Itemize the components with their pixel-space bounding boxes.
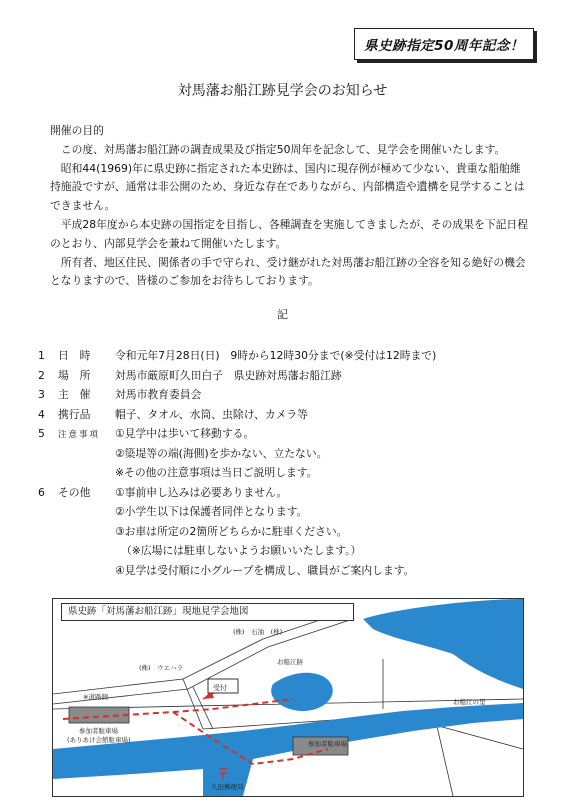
anniversary-badge: 県史跡指定50周年記念！ xyxy=(354,28,534,60)
detail-value: 対馬市教育委員会 xyxy=(115,388,202,402)
detail-label: 場 所 xyxy=(58,368,91,382)
note-text: ④見学は受付順に小グループを構成し、職員がご案内します。 xyxy=(115,563,415,577)
ki-marker: 記 xyxy=(277,308,288,321)
detail-row-datetime xyxy=(38,346,518,366)
detail-label: 主 催 xyxy=(58,388,91,402)
map-label-uehara: (株) ウエハラ xyxy=(139,664,184,672)
detail-value: ①事前申し込みは必要ありません。 xyxy=(115,485,288,499)
page-title: 対馬藩お船江跡見学会のお知らせ xyxy=(177,83,388,99)
purpose-paragraph-4: 所有者、地区住民、関係者の手で守られ、受け継がれた対馬藩お船江跡の全容を知る絶好の機会となりますので、皆様のご参加をお待ちしております。 xyxy=(50,255,526,288)
note-line xyxy=(38,522,518,542)
note-text: ※その他の注意事項は当日ご説明します。 xyxy=(115,466,318,480)
detail-row-other xyxy=(38,483,518,503)
detail-row-place xyxy=(38,366,518,386)
detail-label: 日 時 xyxy=(58,349,91,363)
detail-value: 対馬市厳原町久田白子 県史跡対馬藩お船江跡 xyxy=(115,368,342,382)
details-list xyxy=(38,346,518,580)
note-line xyxy=(38,463,518,483)
detail-value: 令和元年7月28日(日) 9時から12時30分まで(※受付は12時まで) xyxy=(115,349,437,363)
parking-lot-1 xyxy=(69,707,129,723)
bay-shape xyxy=(363,599,523,689)
map-title: 県史跡「対馬藩お船江跡」現地見学会地図 xyxy=(61,603,354,621)
map-label-parking-2: 参加者駐車場 xyxy=(308,740,347,748)
note-text: ②小学生以下は保護者同伴となります。 xyxy=(115,505,308,519)
note-line xyxy=(38,541,518,561)
map-label-oil: (株) 石油 (株) xyxy=(233,628,283,636)
detail-num: 5 xyxy=(38,427,45,441)
purpose-paragraph-3: 平成28年度から本史跡の国指定を目指し、各種調査を実施してきましたが、その成果を下記日程のとおり、内部見学会を兼ねて開催いたします。 xyxy=(50,217,529,250)
note-text: ②簗堤等の端(海側)を歩かない、立たない。 xyxy=(115,446,328,460)
note-text: ③お車は所定の2箇所どちらかに駐車ください。 xyxy=(115,524,348,538)
detail-num: 1 xyxy=(38,349,45,363)
note-line xyxy=(38,561,518,581)
map-label-area: お船江の里 xyxy=(453,698,486,706)
map-label-post: 久田郵便局 xyxy=(211,783,244,791)
detail-row-notes xyxy=(38,424,518,444)
map-label-parking-1-sub: (ありあけ会館駐車場) xyxy=(67,736,131,744)
note-line xyxy=(38,444,518,464)
lagoon-shape xyxy=(271,673,333,711)
map-label-site: お船江跡 xyxy=(277,658,303,666)
map-label-reception: 受付 xyxy=(213,684,227,692)
detail-row-items xyxy=(38,405,518,425)
site-map xyxy=(52,598,524,797)
detail-value: 帽子、タオル、水筒、虫除け、カメラ等 xyxy=(115,407,309,421)
detail-num: 6 xyxy=(38,485,45,499)
detail-label: 携行品 xyxy=(58,407,91,421)
detail-num: 2 xyxy=(38,368,45,382)
map-label-parking-1: 参加者駐車場 xyxy=(79,727,118,735)
detail-row-organizer xyxy=(38,385,518,405)
note-text: （※広場には駐車しないようお願いいたします。） xyxy=(121,544,362,558)
purpose-paragraph-2: 昭和44(1969)年に県史跡に指定された本史跡は、国内に現存例が極めて少ない、貴重な船舶維持施設ですが、通常は非公開のため、身近な存在でありながら、内部構造や遺構を見学することはできません。 xyxy=(50,161,525,213)
detail-value: ①見学中は歩いて移動する。 xyxy=(115,427,255,441)
detail-label: 注意事項 xyxy=(58,429,101,440)
note-line xyxy=(38,502,518,522)
detail-num: 3 xyxy=(38,388,45,402)
purpose-heading: 開催の目的 xyxy=(50,124,104,137)
detail-label: その他 xyxy=(58,485,91,499)
purpose-paragraph-1: この度、対馬藩お船江跡の調査成果及び指定50周年を記念して、見学会を開催いたします。 xyxy=(60,142,506,156)
map-label-road-note: ※道路側 xyxy=(83,693,108,701)
purpose-section xyxy=(50,122,528,291)
detail-num: 4 xyxy=(38,407,45,421)
